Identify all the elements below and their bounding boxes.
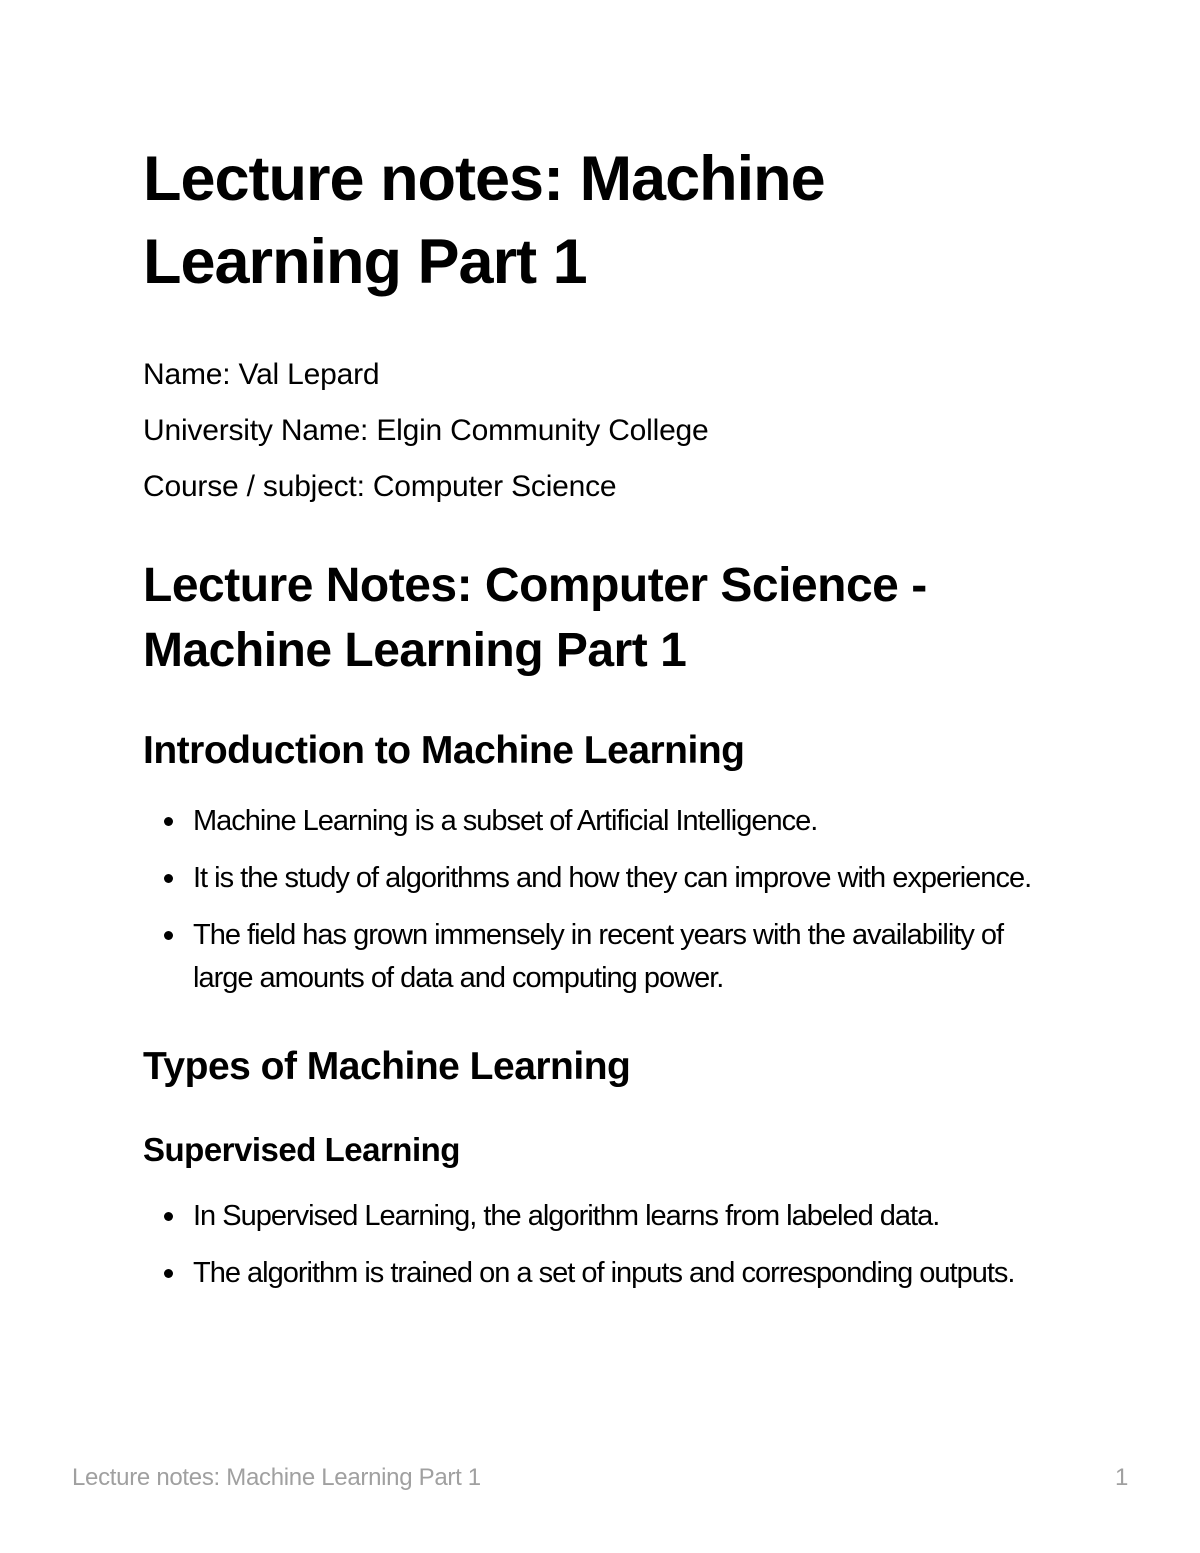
- heading-types-of-machine-learning: Types of Machine Learning: [143, 1044, 631, 1088]
- bullet-icon: [164, 817, 173, 826]
- bullet-text: The field has grown immensely in recent years with the availability of large amounts of data and computing power.: [193, 918, 1004, 994]
- bullet-item: [143, 800, 1059, 843]
- document-meta: [143, 353, 1059, 508]
- bullet-icon: [164, 1212, 173, 1221]
- section-title: Lecture Notes: Computer Science - Machine Learning Part 1: [143, 559, 927, 678]
- bullet-list-supervised: [143, 1195, 1059, 1295]
- bullet-item: [143, 914, 1059, 1000]
- bullet-text: It is the study of algorithms and how they can improve with experience.: [193, 861, 1032, 894]
- heading-supervised-learning: Supervised Learning: [143, 1131, 460, 1169]
- bullet-text: The algorithm is trained on a set of inputs and corresponding outputs.: [193, 1257, 1015, 1290]
- footer-page-number: 1: [1114, 1464, 1128, 1491]
- meta-university: University Name: Elgin Community College: [143, 414, 709, 448]
- bullet-text: In Supervised Learning, the algorithm learns from labeled data.: [193, 1200, 940, 1233]
- document-title: Lecture notes: Machine Learning Part 1: [143, 144, 825, 298]
- bullet-icon: [164, 1269, 173, 1278]
- bullet-text: Machine Learning is a subset of Artificial Intelligence.: [193, 804, 818, 837]
- bullet-item: [143, 1195, 1059, 1238]
- meta-author-name: Name: Val Lepard: [143, 358, 380, 392]
- document-content: [143, 0, 1059, 1295]
- bullet-icon: [164, 874, 173, 883]
- bullet-icon: [164, 931, 173, 940]
- bullet-item: [143, 857, 1059, 900]
- meta-course: Course / subject: Computer Science: [143, 470, 617, 504]
- heading-introduction: Introduction to Machine Learning: [143, 728, 745, 772]
- bullet-list-introduction: [143, 800, 1059, 1000]
- bullet-item: [143, 1252, 1059, 1295]
- page-footer: [72, 1462, 1128, 1493]
- footer-document-title: Lecture notes: Machine Learning Part 1: [72, 1464, 481, 1491]
